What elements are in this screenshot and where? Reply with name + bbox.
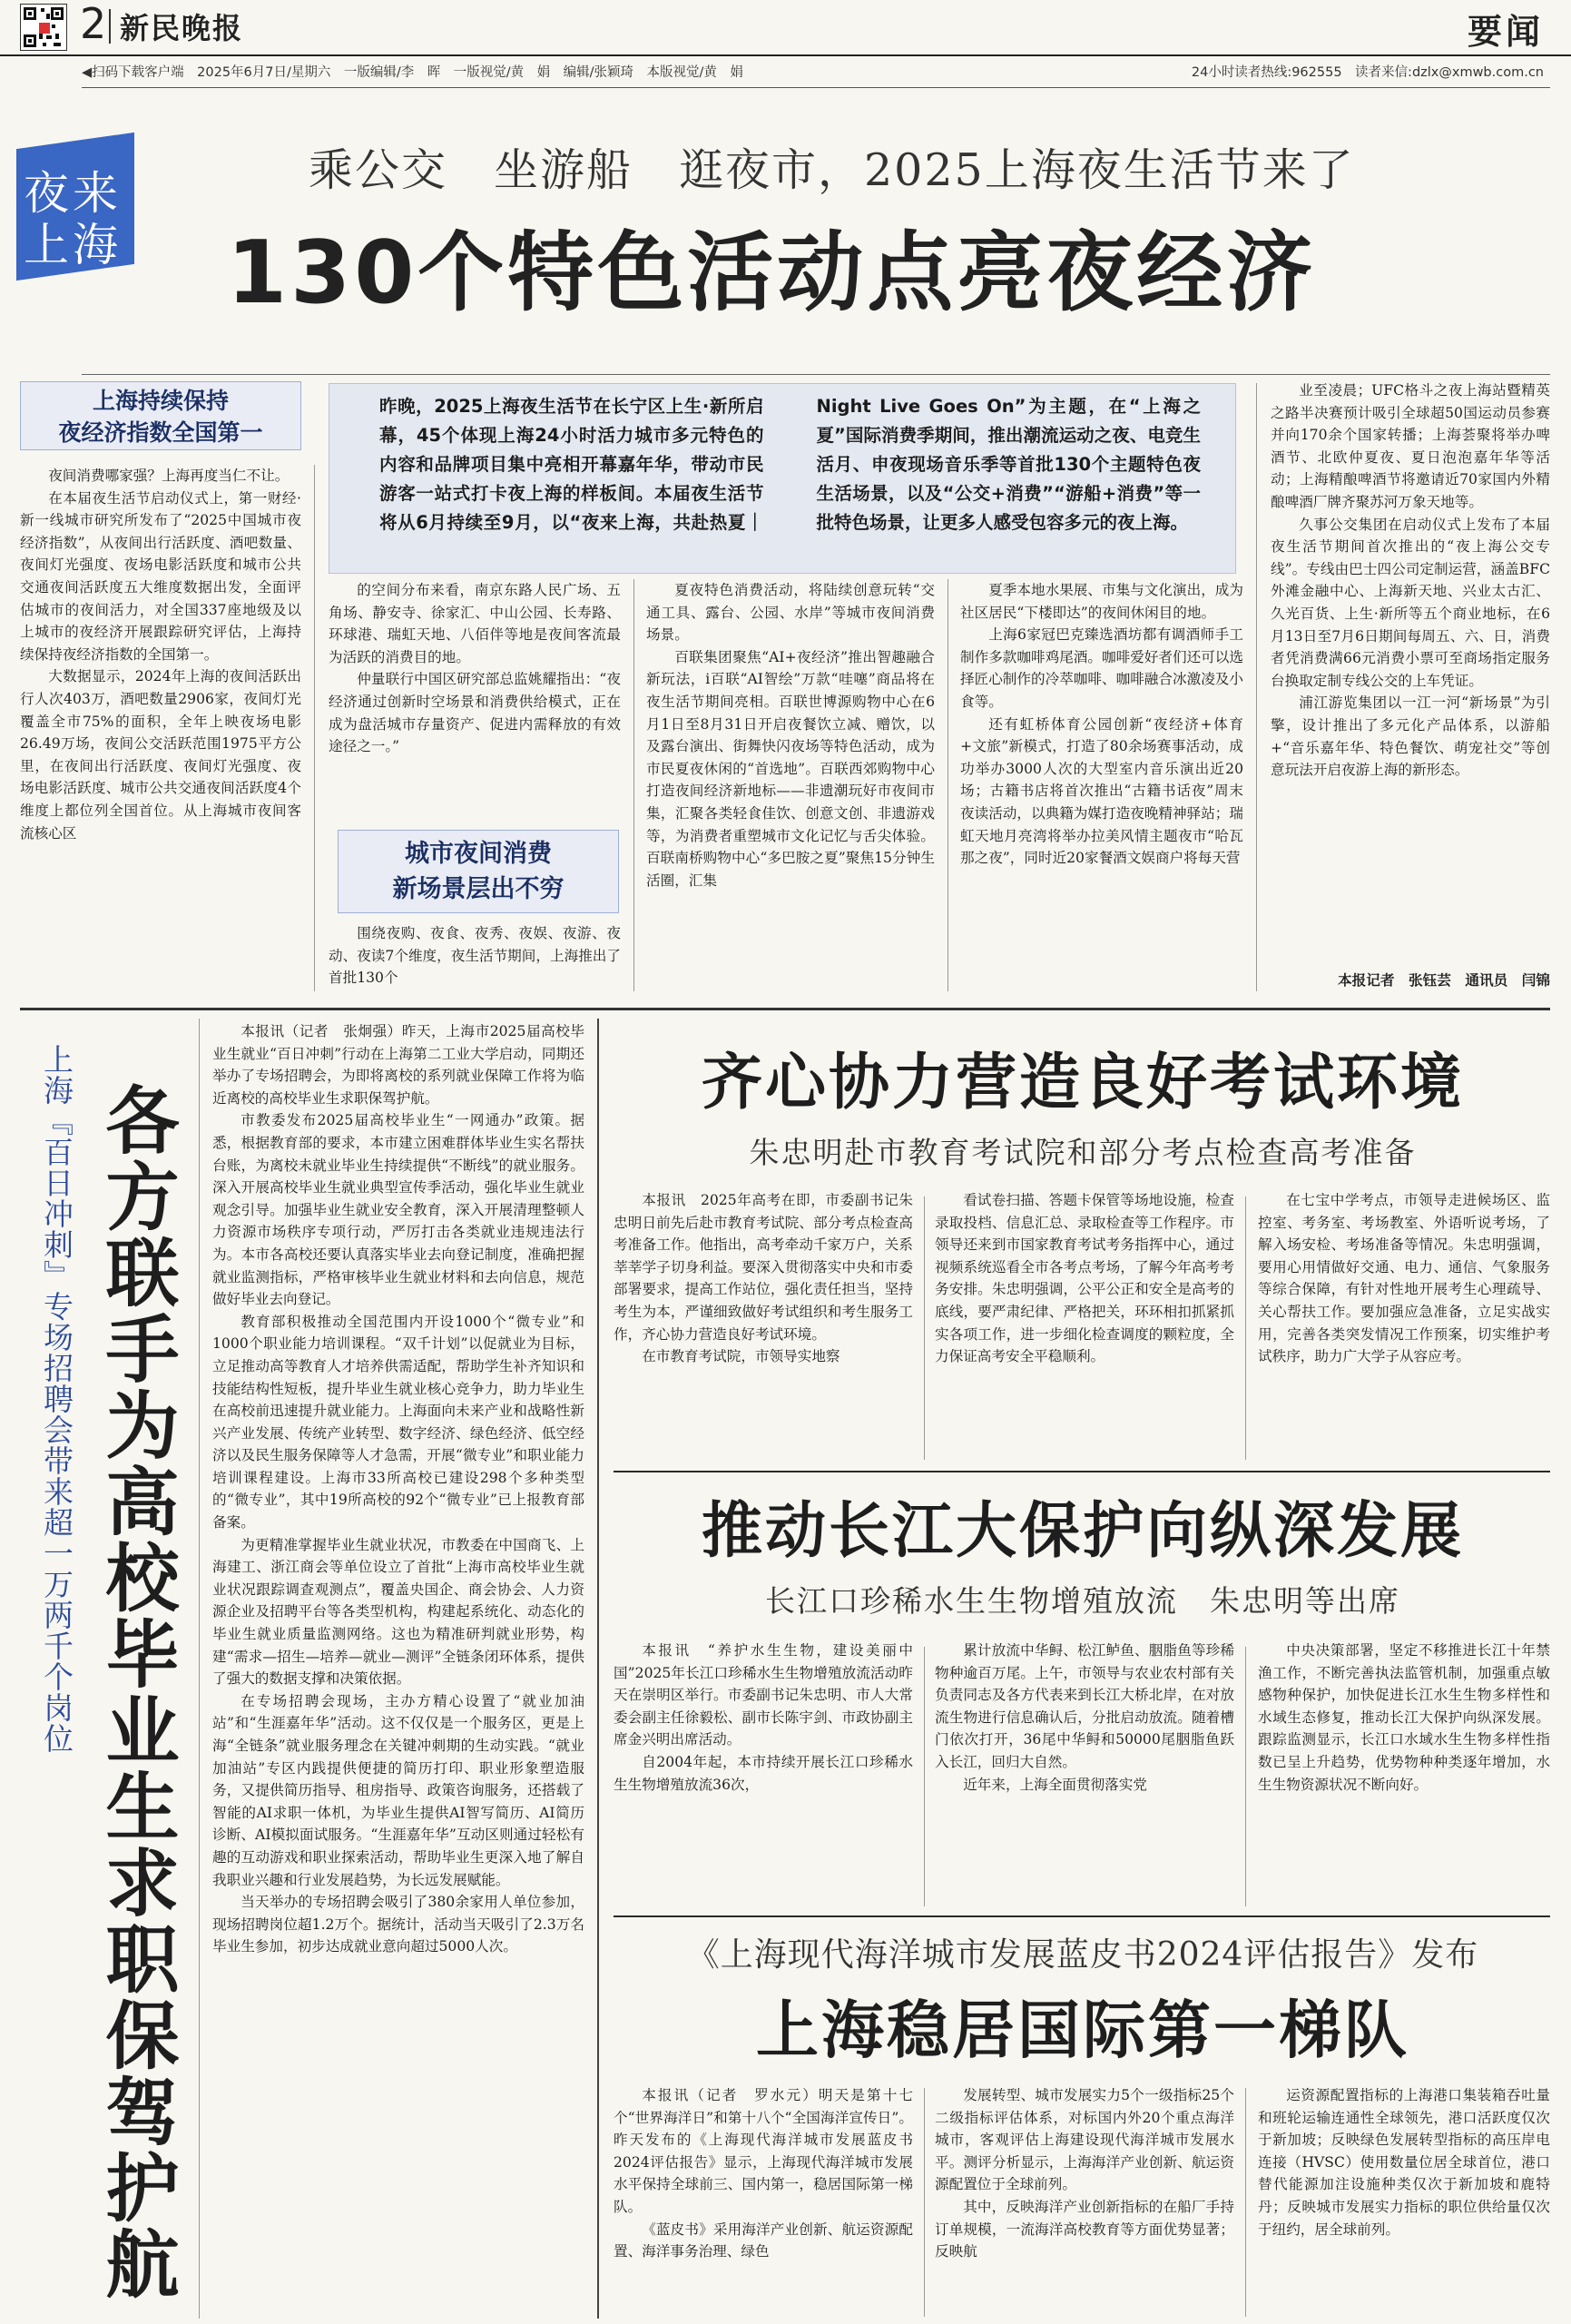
article4-bottom-rule [614, 1915, 1550, 1917]
article1-col1 [20, 465, 301, 991]
article3-bottom-rule [614, 1471, 1550, 1472]
article3-subhead: 朱忠明赴市教育考试院和部分考点检查高考准备 [749, 1135, 1417, 1170]
article2-p1: 本报讯（记者 张炯强）昨天，上海市2025届高校毕业生就业“百日冲刺”行动在上海第二工业大学启动，同期还举办了专场招聘会，为即将离校的系列就业保障工作将为临近离校的高校毕业生求职保驾护航。 [212, 1023, 584, 1107]
article2-divider [597, 1019, 599, 2319]
article1-col3-p2: 百联集团聚焦“AI+夜经济”推出智趣融合新玩法，i百联“AI智绘”万款“哇噻”商品将在夜生活节期间亮相。百联世博源购物中心在6月1日至8月31日开启夜餐饮立减、赠饮，以及露台演出、街舞快闪夜场等特色活动，成为市民夏夜休闲的“首选地”。百联西郊购物中心打造夜间经济新地标——非遗潮玩好市夜间市集，汇聚各类轻食佳饮、创意文创、非遗游戏等，为消费者重塑城市文化记忆与舌尖体验。百联南桥购物中心“多巴胺之夏”聚焦15分钟生活圈，汇集 [646, 648, 935, 889]
article1-col2b [329, 922, 621, 991]
article1-subhead-2-line1: 城市夜间消费 [405, 840, 552, 868]
article4-col1-p2: 自2004年起，本市持续开展长江口珍稀水生生物增殖放流36次， [614, 1753, 913, 1793]
article1-subhead-1 [20, 381, 301, 450]
article3-divider-1 [924, 1196, 925, 1460]
article3-col1 [614, 1189, 913, 1462]
article1-col3-p1: 夏夜特色消费活动，将陆续创意玩转“交通工具、露台、公园、水岸”等城市夜间消费场景。 [646, 582, 935, 644]
article5-col2-p1: 发展转型、城市发展实力5个一级指标25个二级指标评估体系，对标国内外20个重点海洋城市，客观评估上海建设现代海洋城市发展水平。测评分析显示，上海海洋产业创新、航运资源配置位于全球前列。 [935, 2087, 1234, 2193]
article4-col2-p2: 近年来，上海全面贯彻落实党 [963, 1776, 1147, 1793]
article5-col1-p2: 《蓝皮书》采用海洋产业创新、航运资源配置、海洋事务治理、绿色 [614, 2221, 913, 2260]
article1-col1-p3: 大数据显示，2024年上海的夜间活跃出行人次403万，酒吧数量2906家，夜间灯光覆盖全市75%的面积，全年上映夜场电影26.49万场，夜间公交活跃范围1975平方公里，在夜间出行活跃度、夜间灯光强度、夜场电影活跃度、城市公共交通夜间活跃度4个维度上都位列全国首位。从上海城市夜间客流核心区 [20, 668, 301, 842]
article1-col4 [960, 579, 1243, 991]
article3-col3-p1: 在七宝中学考点，市领导走进候场区、监控室、考务室、考场教室、外语听说考场，了解入场安检、考场准备等情况。朱忠明强调，要用心用情做好交通、电力、通信、气象服务等综合保障，有针对性地开展考生心理疏导、关心帮扶工作。要加强应急准备，立足实战实用，完善各类突发情况工作预案，切实维护考试秩序，助力广大学子从容应考。 [1258, 1192, 1550, 1365]
article2-vertical-headline: 各方联手为高校毕业生求职保驾护航 [93, 1082, 179, 2302]
article2-p4: 为更精准掌握毕业生就业状况，市教委在中国商飞、上海建工、浙江商会等单位设立了首批“上海市高校毕业生就业状况跟踪调查观测点”，覆盖央国企、商会协会、人力资源企业及招聘平台等各类型机构，构建起系统化、动态化的毕业生就业质量监测网络。这也为精准研判就业形势，构建“需求—招生—培养—就业—测评”全链条闭环体系，提供了强大的数据支撑和决策依据。 [212, 1536, 584, 1688]
article4-col3 [1258, 1640, 1550, 1908]
article1-subhead-1-line1: 上海持续保持 [92, 388, 229, 414]
article4-col2 [935, 1640, 1234, 1908]
article1-divider-4 [1256, 383, 1257, 991]
article3-col2 [935, 1189, 1234, 1462]
article1-col3 [646, 579, 935, 991]
article5-col2-p2: 其中，反映海洋产业创新指标的在船厂手持订单规模，一流海洋高校教育等方面优势显著；反映航 [935, 2198, 1234, 2260]
article1-col2-p2: 仲量联行中国区研究部总监姚耀指出：“夜经济通过创新时空场景和消费供给模式，正在成为盘活城市存量资产、促进内需释放的有效途径之一。” [329, 671, 621, 755]
article4-subhead: 长江口珍稀水生生物增殖放流 朱忠明等出席 [765, 1583, 1400, 1619]
article1-col1-p1: 夜间消费哪家强？上海再度当仁不让。 [48, 468, 290, 484]
qr-code-icon[interactable] [20, 4, 67, 51]
article1-col4-p1: 夏季本地水果展、市集与文化演出，成为社区居民“下楼即达”的夜间休闲目的地。 [960, 582, 1243, 621]
page-number: 2 [80, 0, 107, 48]
article3-headline: 齐心协力营造良好考试环境 [702, 1047, 1464, 1118]
article3-col1-p2: 在市教育考试院，市领导实地察 [642, 1348, 840, 1365]
article1-lead: 昨晚，2025上海夜生活节在长宁区上生·新所启幕，45个体现上海24小时活力城市多元特色的内容和品牌项目集中亮相开幕嘉年华，带动市民游客一站式打卡夜上海的样板间。本届夜生活节将从6月持续至9月，以“夜来上海，共赴热夏｜Night Live Goes On”为主题，在“上海之夏”国际消费季期间，推出潮流运动之夜、电竞生活月、申夜现场音乐季等首批130个主题特色夜生活场景，以及“公交+消费”“游船+消费”等一批特色场景，让更多人感受包容多元的夜上海。 [379, 396, 1201, 533]
article1-headline: 130个特色活动点亮夜经济 [227, 223, 1317, 323]
header-info-right: 24小时读者热线:962555 读者来信:dzlx@xmwb.com.cn [1191, 65, 1544, 80]
article5-col3 [1258, 2084, 1550, 2319]
article5-divider-2 [1245, 2088, 1246, 2317]
article1-col5 [1271, 379, 1550, 968]
article1-col5-p1: 业至凌晨；UFC格斗之夜上海站暨精英之路半决赛预计吸引全球超50国运动员参赛并向170余个国家转播；上海荟聚将举办啤酒节、北欧仲夏夜、夏日泡泡嘉年华等活动；上海精酿啤酒节将邀请近70家国内外精酿啤酒厂牌齐聚苏河万象天地等。 [1271, 382, 1550, 510]
article1-col4-p3: 还有虹桥体育公园创新“夜经济+体育+文旅”新模式，打造了80余场赛事活动，成功举办3000人次的大型室内音乐演出近20场；古籍书店将首次推出“古籍书话夜”周末夜读活动，以典籍为媒打造夜晚精神驿站；瑞虹天地月亮湾将举办拉美风情主题夜市“哈瓦那之夜”，同时近20家餐酒文娱商户将每天营 [960, 715, 1243, 867]
article5-headline: 上海稳居国际第一梯队 [756, 1994, 1409, 2067]
article4-divider-1 [924, 1647, 925, 1906]
header-divider [109, 9, 111, 44]
article5-kicker: 《上海现代海洋城市发展蓝皮书2024评估报告》发布 [686, 1936, 1479, 1974]
article5-divider-1 [924, 2088, 925, 2317]
article5-col1-p1: 本报讯（记者 罗水元）明天是第十七个“世界海洋日”和第十八个“全国海洋宣传日”。昨天发布的《上海现代海洋城市发展蓝皮书2024评估报告》显示，上海现代海洋城市发展水平保持全球前三、国内第一，稳居国际第一梯队。 [614, 2087, 913, 2215]
article4-col1-p1: 本报讯 “养护水生生物，建设美丽中国”2025年长江口珍稀水生生物增殖放流活动昨天在崇明区举行。市委副书记朱忠明、市人大常委会副主任徐毅松、副市长陈宇剑、市政协副主席金兴明出席活动。 [614, 1642, 913, 1748]
paper-name: 新民晚报 [120, 11, 244, 45]
article1-subhead-1-line2: 夜经济指数全国第一 [58, 419, 263, 446]
article1-col1-p2: 在本届夜生活节启动仪式上，第一财经·新一线城市研究所发布了“2025中国城市夜经济指数”，从夜间出行活跃度、酒吧数量、夜间灯光强度、夜场电影活跃度和城市公共交通夜间活跃度五大维度数据出发，全面评估城市的夜间活力，对全国337座地级及以上城市的夜经济开展跟踪研究评估，上海持续保持夜经济指数的全国第一。 [20, 489, 301, 663]
article3-col1-p1: 本报讯 2025年高考在即，市委副书记朱忠明日前先后赴市教育考试院、部分考点检查高考准备工作。他指出，高考牵动千家万户，关系莘莘学子切身利益。要深入贯彻落实中央和市委部署要求，提高工作站位，强化责任担当，坚持考生为本，严谨细致做好考试组织和考生服务工作，齐心协力营造良好考试环境。 [614, 1192, 913, 1343]
article1-col5-p2: 久事公交集团在启动仪式上发布了本届夜生活节期间首次推出的“夜上海公交专线”。专线由巴士四公司定制运营，涵盖BFC外滩金融中心、上海新天地、兴业太古汇、久光百货、上生·新所等五个商业地标，在6月13日至7月6日期间每周五、六、日，消费者凭消费满66元消费小票可至商场指定服务台换取定制专线公交的上车凭证。 [1271, 516, 1550, 689]
section-name: 要闻 [1467, 12, 1544, 52]
article1-bottom-rule [20, 1008, 1550, 1010]
article3-divider-2 [1245, 1196, 1246, 1460]
article1-col2b-p1: 围绕夜购、夜食、夜秀、夜娱、夜游、夜动、夜读7个维度，夜生活节期间，上海推出了首批130个 [329, 925, 621, 987]
header-rule [0, 54, 1571, 56]
article5-col3-p1: 运资源配置指标的上海港口集装箱吞吐量和班轮运输连通性全球领先，港口活跃度仅次于新加坡；反映绿色发展转型指标的高压岸电连接（HVSC）使用数量位居全球首位，港口替代能源加注设施种类仅次于新加坡和鹿特丹；反映城市发展实力指标的职位供给量仅次于纽约，居全球前列。 [1258, 2087, 1550, 2238]
article4-divider-2 [1245, 1647, 1246, 1906]
article5-col1 [614, 2084, 913, 2319]
article5-col2 [935, 2084, 1234, 2319]
article2-vertical-kicker: 上海『百日冲刺』专场招聘会带来超一万两千个岗位 [39, 1044, 74, 1754]
night-badge-line2: 上海 [24, 219, 122, 271]
article1-kicker: 乘公交 坐游船 逛夜市，2025上海夜生活节来了 [309, 144, 1355, 196]
article1-col2a [329, 579, 621, 813]
article1-byline: 本报记者 张钰芸 通讯员 闫锦 [1338, 971, 1550, 989]
article1-subhead-2 [338, 830, 619, 913]
article1-divider-1 [314, 465, 315, 991]
night-badge-line1: 夜来 [24, 167, 122, 220]
article2-p2: 市教委发布2025届高校毕业生“一网通办”政策。据悉，根据教育部的要求，本市建立困难群体毕业生实名帮扶台账，为离校未就业毕业生持续提供“不断线”的就业服务。深入开展高校毕业生就业典型宣传季活动，强化毕业生就业观念引导。加强毕业生就业安全教育，深入开展清理整顿人力资源市场秩序专项行动，严厉打击各类就业违规违法行为。本市各高校还要认真落实毕业去向登记制度，准确把握就业监测指标，严格审核毕业生就业材料和去向信息，规范做好毕业去向登记。 [212, 1112, 584, 1308]
header-rule-2 [82, 87, 1550, 88]
article3-col3 [1258, 1189, 1550, 1462]
article1-subhead-2-line2: 新场景层出不穷 [392, 875, 565, 903]
article4-col2-p1: 累计放流中华鲟、松江鲈鱼、胭脂鱼等珍稀物种逾百万尾。上午，市领导与农业农村部有关负责同志及各方代表来到长江大桥北岸，在对放流生物进行信息确认后，分批启动放流。随着槽门依次打开，36尾中华鲟和50000尾胭脂鱼跃入长江，回归大自然。 [935, 1642, 1234, 1770]
article1-col5-p3: 浦江游览集团以一江一河“新场景”为引擎，设计推出了多元化产品体系，以游船+“音乐嘉年华、特色餐饮、萌宠社交”等创意玩法开启夜游上海的新形态。 [1271, 694, 1550, 779]
article1-divider-2 [633, 579, 634, 991]
article1-col4-p2: 上海6家冠巴克臻选酒坊都有调酒师手工制作多款咖啡鸡尾酒。咖啡爱好者们还可以选择匠心制作的冷萃咖啡、咖啡融合冰激凌及小食等。 [960, 626, 1243, 710]
article1-col2-p1: 的空间分布来看，南京东路人民广场、五角场、静安寺、徐家汇、中山公园、长寿路、环球港、瑞虹天地、八佰伴等地是夜间客流最为活跃的消费目的地。 [329, 582, 621, 665]
header-info-left: ◀扫码下载客户端 2025年6月7日/星期六 一版编辑/李 晖 一版视觉/黄 娟 编辑/张颖琦 本版视觉/黄 娟 [82, 65, 743, 80]
article3-col2-p1: 看试卷扫描、答题卡保管等场地设施，检查录取投档、信息汇总、录取检查等工作程序。市领导还来到市国家教育考试考务指挥中心，通过视频系统巡看全市各考点考场，了解今年高考考务安排。朱忠明强调，公平公正和安全是高考的底线，要严肃纪律、严格把关，环环相扣抓紧抓实各项工作，进一步细化检查调度的颗粒度，全力保证高考安全平稳顺利。 [935, 1192, 1234, 1365]
article4-col3-p1: 中央决策部署，坚定不移推进长江十年禁渔工作，不断完善执法监管机制，加强重点敏感物种保护，加快促进长江水生生物多样性和水域生态修复，推动长江大保护向纵深发展。跟踪监测显示，长江口水域水生生物多样性指数已呈上升趋势，优势物种种类逐年增加，水生生物资源状况不断向好。 [1258, 1642, 1550, 1793]
article4-headline: 推动长江大保护向纵深发展 [702, 1495, 1464, 1566]
article1-top-rule [82, 374, 1550, 375]
article4-col1 [614, 1640, 913, 1908]
article2-p5: 在专场招聘会现场，主办方精心设置了“就业加油站”和“生涯嘉年华”活动。这不仅仅是一个服务区，更是上海“全链条”就业服务理念在关键冲刺期的生动实践。“就业加油站”专区内践提供便捷的简历打印、职业形象塑造服务，又提供简历指导、租房指导、政策咨询服务，还搭载了智能的AI求职一体机，为毕业生提供AI智写简历、AI简历诊断、AI模拟面试服务。“生涯嘉年华”互动区则通过轻松有趣的互动游戏和职业探索活动，帮助毕业生更深入地了解自我职业兴趣和行业发展趋势，为长远发展赋能。 [212, 1692, 584, 1888]
article2-p3: 教育部积极推动全国范围内开设1000个“微专业”和1000个职业能力培训课程。“双千计划”以促就业为目标，立足推动高等教育人才培养供需适配，帮助学生补齐知识和技能结构性短板，提升毕业生就业核心竞争力，助力毕业生在高校前迅速提升就业能力。上海面向未来产业和战略性新兴产业发展、传统产业转型、数字经济、绿色经济、低空经济以及民生服务保障等人才急需，开展“微专业”和职业能力培训课程建设。上海市33所高校已建设298个多种类型的“微专业”，其中19所高校的92个“微专业”已上报教育部备案。 [212, 1313, 584, 1531]
article2-p6: 当天举办的专场招聘会吸引了380余家用人单位参加，现场招聘岗位超1.2万个。据统计，活动当天吸引了2.3万名毕业生参加，初步达成就业意向超过5000人次。 [212, 1894, 584, 1955]
article2-body [212, 1020, 584, 2315]
